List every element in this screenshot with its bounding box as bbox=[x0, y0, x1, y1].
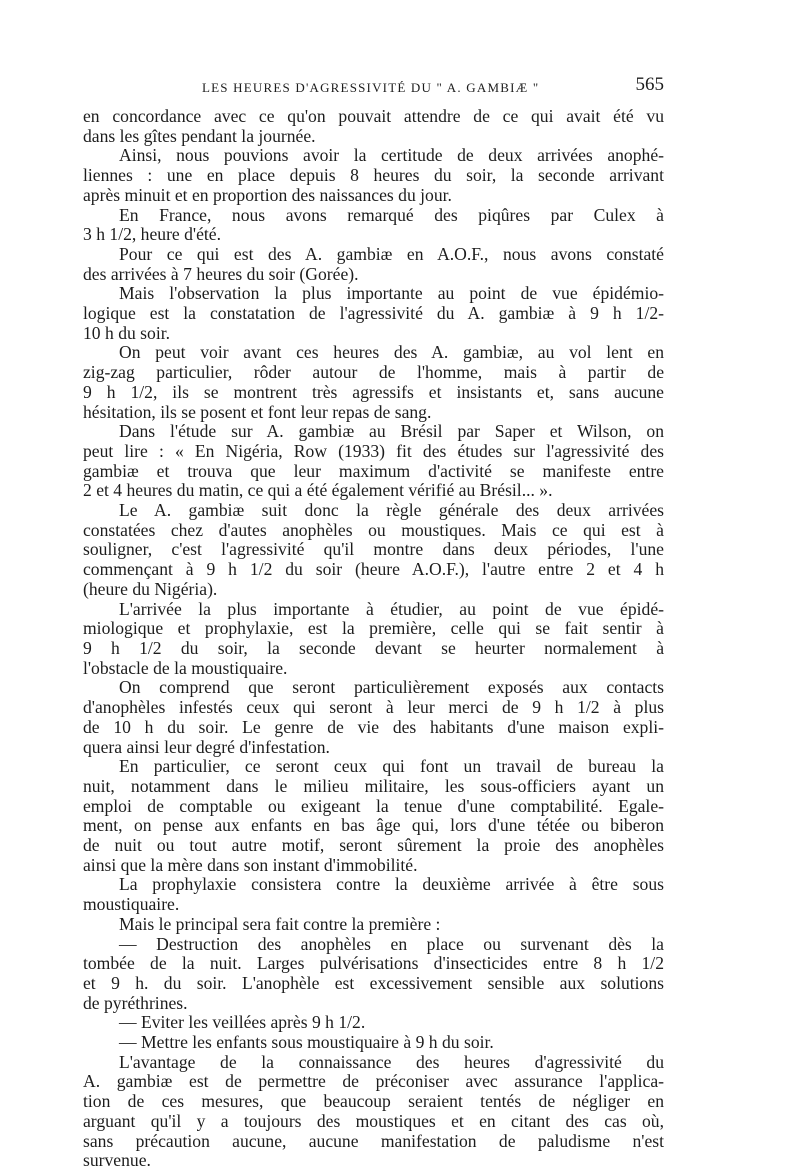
text-line: quera ainsi leur degré d'infestation. bbox=[83, 736, 330, 757]
text-line: après minuit et en proportion des naissances du jour. bbox=[83, 184, 452, 205]
paragraph bbox=[83, 1053, 664, 1171]
text-line: tombée de la nuit. Larges pulvérisations d'insecticides entre 8 h 1/2 bbox=[83, 953, 664, 974]
text-line: Dans l'étude sur A. gambiæ au Brésil par Saper et Wilson, on bbox=[119, 421, 664, 442]
text-line: tion de ces mesures, que beaucoup seraient tentés de négliger en bbox=[83, 1091, 664, 1112]
text-line: de nuit ou tout autre motif, seront sûrement la proie des anophèles bbox=[83, 835, 664, 856]
text-line: 2 et 4 heures du matin, ce qui a été également vérifié au Brésil... ». bbox=[83, 480, 553, 501]
text-line: en concordance avec ce qu'on pouvait attendre de ce qui avait été vu bbox=[83, 106, 664, 126]
running-title: LES HEURES D'AGRESSIVITÉ DU " A. GAMBIÆ " bbox=[202, 80, 540, 95]
text-line: et 9 h. du soir. L'anophèle est excessivement sensible aux solutions bbox=[83, 972, 664, 993]
text-line: On peut voir avant ces heures des A. gambiæ, au vol lent en bbox=[119, 342, 664, 363]
text-line: — Mettre les enfants sous moustiquaire à 9 h du soir. bbox=[119, 1032, 494, 1053]
text-line: de 10 h du soir. Le genre de vie des habitants d'une maison expli- bbox=[83, 716, 664, 737]
text-line: arguant qu'il y a toujours des moustiques et en citant des cas où, bbox=[83, 1110, 664, 1131]
page-header bbox=[82, 74, 664, 98]
text-line: Mais le principal sera fait contre la première : bbox=[119, 913, 441, 934]
text-line: de pyréthrines. bbox=[83, 992, 188, 1013]
text-line: 3 h 1/2, heure d'été. bbox=[83, 224, 222, 245]
text-line: l'obstacle de la moustiquaire. bbox=[83, 657, 288, 678]
paragraph bbox=[83, 422, 664, 501]
text-line: nuit, notamment dans le milieu militaire, les sous-officiers ayant un bbox=[83, 775, 664, 796]
text-line: moustiquaire. bbox=[83, 894, 180, 915]
text-line: La prophylaxie consistera contre la deuxième arrivée à être sous bbox=[119, 874, 664, 895]
text-line: logique est la constatation de l'agressivité du A. gambiæ à 9 h 1/2- bbox=[83, 303, 664, 324]
text-line: dans les gîtes pendant la journée. bbox=[83, 125, 316, 146]
text-line: commençant à 9 h 1/2 du soir (heure A.O.F.), l'autre entre 2 et 4 h bbox=[83, 559, 664, 580]
text-line: emploi de comptable ou exigeant la tenue d'une comptabilité. Egale- bbox=[83, 795, 664, 816]
text-line: Pour ce qui est des A. gambiæ en A.O.F., nous avons constaté bbox=[119, 243, 664, 264]
text-line: — Eviter les veillées après 9 h 1/2. bbox=[119, 1012, 366, 1033]
paragraph bbox=[83, 206, 664, 245]
paragraph bbox=[83, 915, 664, 935]
paragraph bbox=[83, 757, 664, 875]
paragraph bbox=[83, 1013, 664, 1033]
paragraph bbox=[83, 875, 664, 914]
text-line: 9 h 1/2 du soir, la seconde devant se heurter normalement à bbox=[83, 637, 664, 658]
text-line: Mais l'observation la plus importante au point de vue épidémio- bbox=[119, 283, 664, 304]
text-line: hésitation, ils se posent et font leur repas de sang. bbox=[83, 401, 432, 422]
text-line: ainsi que la mère dans son instant d'immobilité. bbox=[83, 854, 418, 875]
text-line: liennes : une en place depuis 8 heures du soir, la seconde arrivant bbox=[83, 165, 664, 186]
paragraph bbox=[83, 245, 664, 284]
text-line: En particulier, ce seront ceux qui font un travail de bureau la bbox=[119, 756, 664, 777]
page-number: 565 bbox=[635, 74, 664, 95]
text-line: peut lire : « En Nigéria, Row (1933) fit des études sur l'agressivité des bbox=[83, 440, 664, 461]
paragraph bbox=[83, 146, 664, 205]
paragraph bbox=[83, 501, 664, 600]
paragraph bbox=[83, 1033, 664, 1053]
paragraph bbox=[83, 600, 664, 679]
text-line: constatées chez d'autes anophèles ou moustiques. Mais ce qui est à bbox=[83, 519, 664, 540]
text-line: des arrivées à 7 heures du soir (Gorée). bbox=[83, 263, 359, 284]
text-line: A. gambiæ est de permettre de préconiser avec assurance l'applica- bbox=[83, 1071, 664, 1092]
text-line: Le A. gambiæ suit donc la règle générale des deux arrivées bbox=[119, 500, 664, 521]
text-line: Ainsi, nous pouvions avoir la certitude de deux arrivées anophé- bbox=[119, 145, 664, 166]
text-line: souligner, c'est l'agressivité qu'il montre dans deux périodes, l'une bbox=[83, 539, 664, 560]
paragraph bbox=[83, 678, 664, 757]
paragraph bbox=[83, 935, 664, 1014]
text-line: (heure du Nigéria). bbox=[83, 578, 218, 599]
text-line: On comprend que seront particulièrement exposés aux contacts bbox=[119, 677, 664, 698]
text-line: miologique et prophylaxie, est la première, celle qui se fait sentir à bbox=[83, 618, 664, 639]
text-line: 10 h du soir. bbox=[83, 322, 170, 343]
text-line: d'anophèles infestés ceux qui seront à leur merci de 9 h 1/2 à plus bbox=[83, 697, 664, 718]
text-line: gambiæ et trouva que leur maximum d'activité se manifeste entre bbox=[83, 460, 664, 481]
text-line: En France, nous avons remarqué des piqûres par Culex à bbox=[119, 204, 664, 225]
text-line: zig-zag particulier, rôder autour de l'homme, mais à partir de bbox=[83, 362, 664, 383]
text-line: L'avantage de la connaissance des heures d'agressivité du bbox=[119, 1051, 664, 1072]
text-line: sans précaution aucune, aucune manifestation de paludisme n'est bbox=[83, 1130, 664, 1151]
paragraph bbox=[83, 343, 664, 422]
text-line: — Destruction des anophèles en place ou survenant dès la bbox=[119, 933, 664, 954]
text-line: ment, on pense aux enfants en bas âge qui, lors d'une tétée ou biberon bbox=[83, 815, 664, 836]
paragraph bbox=[83, 107, 664, 146]
article-body bbox=[83, 107, 664, 1171]
text-line: L'arrivée la plus importante à étudier, au point de vue épidé- bbox=[119, 598, 664, 619]
text-line: 9 h 1/2, ils se montrent très agressifs et insistants et, sans aucune bbox=[83, 381, 664, 402]
paragraph bbox=[83, 284, 664, 343]
text-line: survenue. bbox=[83, 1150, 151, 1171]
